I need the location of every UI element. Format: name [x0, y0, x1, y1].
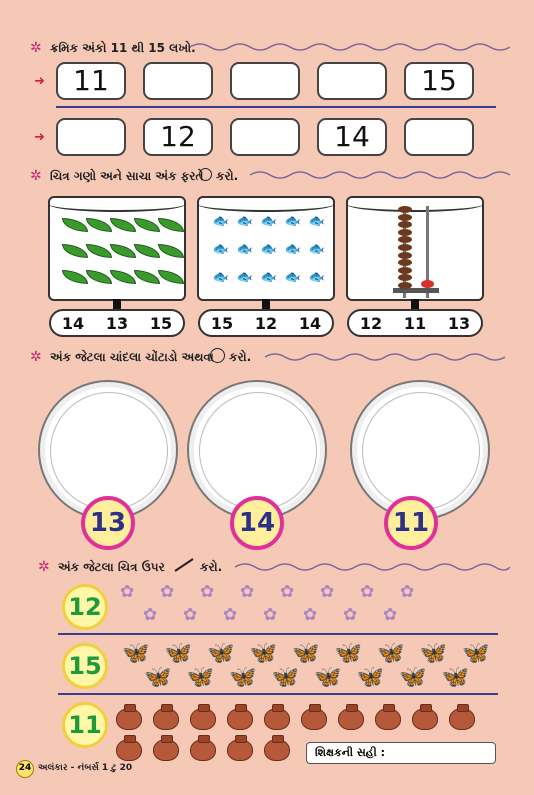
flower-icon: ✿ [160, 582, 175, 602]
fish-icon: 🐟 [284, 270, 302, 285]
section4-heading: અંક જેટલા ચિત્ર ઉપર [58, 560, 165, 574]
leaf-icon [134, 270, 160, 284]
teacher-signature-box[interactable]: શિક્ષકની સહી : [306, 742, 496, 764]
number-badge: 14 [230, 496, 284, 550]
option-number[interactable]: 13 [105, 313, 129, 333]
section2-heading: ચિત્ર ગણો અને સાચા અંક ફરતે [50, 169, 204, 183]
fish-icon: 🐟 [260, 242, 278, 257]
butterfly-icon: 🦋 [419, 641, 447, 666]
flower-icon: ✿ [263, 605, 278, 625]
wavy-divider [265, 351, 510, 363]
arrow-right-icon: ➜ [34, 74, 45, 89]
abacus-bead-icon [398, 229, 412, 236]
fish-icon: 🐟 [212, 214, 230, 229]
butterfly-icon: 🦋 [249, 641, 277, 666]
answer-options [49, 309, 185, 337]
slash-mark-icon [174, 558, 194, 572]
option-number[interactable]: 13 [447, 313, 471, 333]
pot-icon [116, 708, 142, 730]
wavy-divider [235, 561, 510, 573]
butterfly-icon: 🦋 [164, 641, 192, 666]
fish-icon: 🐟 [236, 214, 254, 229]
leaf-icon [110, 218, 136, 232]
butterfly-icon: 🦋 [356, 665, 384, 690]
pot-icon [227, 708, 253, 730]
pot-icon [153, 708, 179, 730]
flower-icon: ✿ [320, 582, 335, 602]
number-badge-green: 12 [62, 584, 108, 630]
fish-icon: 🐟 [236, 270, 254, 285]
number-box[interactable] [230, 118, 300, 156]
pot-icon [116, 739, 142, 761]
butterfly-icon: 🦋 [334, 641, 362, 666]
number-box[interactable] [404, 118, 474, 156]
fish-icon: 🐟 [236, 242, 254, 257]
section2-heading-end: કરો. [216, 169, 239, 183]
number-badge: 11 [384, 496, 438, 550]
option-number[interactable]: 12 [359, 313, 383, 333]
fish-icon: 🐟 [260, 214, 278, 229]
number-box[interactable]: 11 [56, 62, 126, 100]
section3-heading: અંક જેટલા ચાંદલા ચોંટાડો અથવા [50, 350, 214, 364]
wavy-divider [190, 41, 510, 53]
butterfly-icon: 🦋 [377, 641, 405, 666]
abacus-bead-icon [398, 252, 412, 259]
abacus-base [393, 288, 439, 293]
option-number[interactable]: 12 [254, 313, 278, 333]
abacus-bead-icon [398, 221, 412, 228]
number-badge-green: 15 [62, 643, 108, 689]
abacus-bead-icon [398, 274, 412, 281]
butterfly-icon: 🦋 [292, 641, 320, 666]
option-number[interactable]: 15 [149, 313, 173, 333]
circle-icon [210, 348, 225, 363]
leaf-icon [62, 270, 88, 284]
number-box[interactable]: 15 [404, 62, 474, 100]
number-badge-green: 11 [62, 702, 108, 748]
fish-icon: 🐟 [284, 214, 302, 229]
book-title: અલંકાર - નંબર્સ 1 ટુ 20 [38, 763, 133, 773]
butterfly-icon: 🦋 [314, 665, 342, 690]
leaf-icon [110, 244, 136, 258]
section4-heading-end: કરો. [200, 560, 223, 574]
fish-icon: 🐟 [308, 214, 326, 229]
leaf-icon [158, 244, 184, 258]
divider-line [56, 106, 496, 108]
flower-icon: ✿ [303, 605, 318, 625]
abacus-bead-icon [398, 236, 412, 243]
answer-options [347, 309, 483, 337]
leaf-icon [86, 270, 112, 284]
leaf-icon [110, 270, 136, 284]
flower-bullet-icon: ✲ [38, 559, 50, 575]
option-number[interactable]: 15 [210, 313, 234, 333]
abacus-bead-icon [398, 267, 412, 274]
flower-icon: ✿ [200, 582, 215, 602]
abacus-bead-icon [398, 282, 412, 289]
fish-icon: 🐟 [308, 242, 326, 257]
flower-icon: ✿ [280, 582, 295, 602]
fish-icon: 🐟 [260, 270, 278, 285]
butterfly-icon: 🦋 [144, 665, 172, 690]
section1-heading: ક્રમિક અંકો 11 થી 15 લખો. [50, 41, 196, 55]
flower-icon: ✿ [383, 605, 398, 625]
leaf-icon [86, 244, 112, 258]
pot-icon [338, 708, 364, 730]
wavy-divider [250, 169, 510, 181]
pot-icon [190, 739, 216, 761]
fish-icon: 🐟 [284, 242, 302, 257]
number-badge: 13 [81, 496, 135, 550]
leaf-icon [134, 218, 160, 232]
option-number[interactable]: 14 [298, 313, 322, 333]
abacus-bead-icon [398, 244, 412, 251]
butterfly-icon: 🦋 [122, 641, 150, 666]
picture-panel-abacus [346, 196, 484, 301]
pot-icon [412, 708, 438, 730]
pot-icon [153, 739, 179, 761]
butterfly-icon: 🦋 [441, 665, 469, 690]
butterfly-icon: 🦋 [399, 665, 427, 690]
flower-bullet-icon: ✲ [30, 40, 42, 56]
number-box[interactable] [56, 118, 126, 156]
option-number[interactable]: 11 [403, 313, 427, 333]
leaf-icon [62, 218, 88, 232]
picture-panel-leaves [48, 196, 186, 301]
number-box[interactable]: 12 [143, 118, 213, 156]
flower-icon: ✿ [240, 582, 255, 602]
leaf-icon [158, 218, 184, 232]
abacus-bead-icon [421, 280, 434, 288]
pot-icon [264, 739, 290, 761]
number-box[interactable] [230, 62, 300, 100]
picture-panel-fish [197, 196, 335, 301]
number-box[interactable]: 14 [317, 118, 387, 156]
pot-icon [449, 708, 475, 730]
flower-icon: ✿ [143, 605, 158, 625]
divider-line [58, 693, 498, 695]
flower-icon: ✿ [183, 605, 198, 625]
flower-icon: ✿ [223, 605, 238, 625]
abacus-bead-icon [398, 206, 412, 213]
arrow-right-icon: ➜ [34, 130, 45, 145]
fish-icon: 🐟 [212, 242, 230, 257]
pot-icon [375, 708, 401, 730]
fish-icon: 🐟 [308, 270, 326, 285]
abacus-bead-icon [398, 214, 412, 221]
abacus-bead-icon [398, 259, 412, 266]
section3-heading-end: કરો. [229, 350, 252, 364]
pot-icon [264, 708, 290, 730]
fish-icon: 🐟 [212, 270, 230, 285]
option-number[interactable]: 14 [61, 313, 85, 333]
leaf-icon [134, 244, 160, 258]
number-box[interactable] [143, 62, 213, 100]
answer-options [198, 309, 334, 337]
leaf-icon [62, 244, 88, 258]
butterfly-icon: 🦋 [186, 665, 214, 690]
circle-icon [199, 168, 212, 181]
pot-icon [227, 739, 253, 761]
leaf-icon [158, 270, 184, 284]
number-box[interactable] [317, 62, 387, 100]
pot-icon [301, 708, 327, 730]
butterfly-icon: 🦋 [207, 641, 235, 666]
flower-icon: ✿ [120, 582, 135, 602]
flower-bullet-icon: ✲ [30, 168, 42, 184]
pot-icon [190, 708, 216, 730]
leaf-icon [86, 218, 112, 232]
butterfly-icon: 🦋 [271, 665, 299, 690]
flower-bullet-icon: ✲ [30, 349, 42, 365]
flower-icon: ✿ [400, 582, 415, 602]
flower-icon: ✿ [360, 582, 375, 602]
divider-line [58, 633, 498, 635]
butterfly-icon: 🦋 [229, 665, 257, 690]
flower-icon: ✿ [343, 605, 358, 625]
page-number: 24 [16, 760, 34, 778]
butterfly-icon: 🦋 [462, 641, 490, 666]
